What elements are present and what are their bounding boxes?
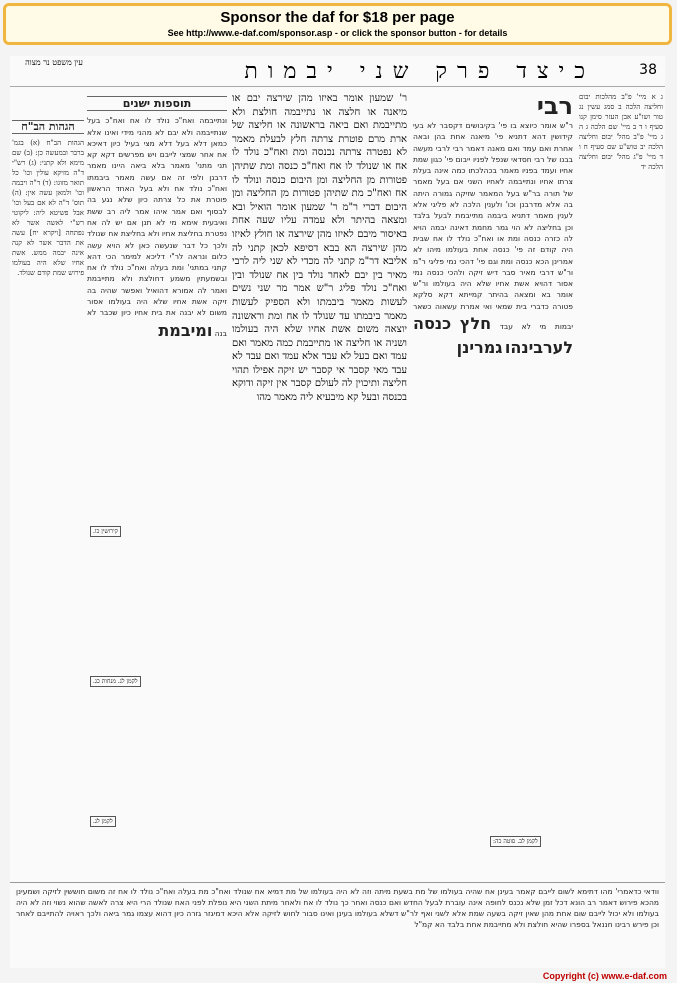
gemara-column bbox=[232, 92, 407, 812]
rashi-text: ר"ש אומר כיוצא בו פי' בקיבושים דקסבר לא בעי קידושין דהא דתניא פי' מיאנה אחת בהן ובאה אחרת ואם עמד ואם מאנה דאמר רבי לרבי מעשה בבנו של רבי חסדאי שנפל לפניו ייבום פי' כגון שמת אחיו ועמד בפניו מאמר בכהלכתו כמה אינה בעלת צרתו אחיו ונתייבמה לאחיו השני אם בעל מאמר של תורה בר"ש בעל המאמר שזיקה גמורה היתה בה אלא מדרבנן וכו' ולענין הלכה לא פליגי אלא לענין מאמר דתניא ביבמה מתייבמת לבעל בלבד וכן בחליצה לא הוי גמר מחמת דאינה יבמה הויא לה כזרה כנסה ומת או ואח"כ נולד לו אח שבית היה קודם זה פי' כנסה אחת בעולמו מיהו לא אמרינן הכא כנסה ומת וגם פי' דהכי נמי פליגי ר"מ ור"ש דרבי מאיר סבר דיש זיקה ולהכי כנסה נמי אסור דהויא אשת אחיו שלא היה בעולמו ור"ש אומר בא ומצאה בהיתר קמייתא דקא סלקא פטורה כדברי בית שמאי ואי אמרת עשאוה כשאר יבמות מי לא עבד bbox=[413, 121, 573, 332]
sponsor-banner-subtitle[interactable]: See http://www.e-daf.com/sponsor.asp - or click the sponsor button - for details bbox=[167, 28, 508, 38]
bottom-commentary bbox=[10, 882, 665, 968]
mishna-opening-word: רבי bbox=[536, 92, 573, 120]
tosafot-title: תוספות ישנים bbox=[87, 96, 227, 111]
ein-mishpat-title: עין משפט נר מצוה bbox=[25, 58, 83, 67]
tosafot-label: ומיבמת bbox=[158, 320, 213, 340]
rashi-column bbox=[413, 92, 573, 732]
reference-note: לקמן לג. מנחות כג. bbox=[90, 676, 141, 687]
running-head: כיצד פרק שני יבמות bbox=[244, 59, 595, 84]
rashi-label-4: גמרינן bbox=[456, 338, 503, 358]
rashi-label-1: חלץ bbox=[459, 314, 492, 334]
talmud-page bbox=[10, 56, 665, 968]
page-number: 38 bbox=[639, 62, 657, 78]
reference-note: לקמן לג. bbox=[90, 816, 116, 827]
sponsor-banner-title[interactable]: Sponsor the daf for $18 per page bbox=[220, 9, 455, 26]
page-header bbox=[10, 56, 665, 87]
ein-mishpat-column bbox=[579, 92, 663, 892]
sponsor-banner[interactable] bbox=[3, 3, 672, 45]
copyright-notice[interactable]: Copyright (c) www.e-daf.com bbox=[542, 971, 667, 981]
hagahot-text: הגהות הב"ח (א) בגמ' ברבר ובמעשה כן: (ב) שם מימא ולא קתני: (ג) רש"י ד"ה מזיקא עולין וכו' כל תואר מזוגו: (ד) ד"ה ויבמה וכו' ולמאן עשה אין: (ה) תוס' ד"ה לא אם בעל וכו' אבל פשיטא ליה: ליקוטי רש"י לאשה אשר לא נפתחה [ויקרא יח] עשה את הדבר אשר לא קנה אינה יבמה ממש. אשת אחיו שלא היה בעולמו פירוש שמת קודם שנולד. bbox=[12, 139, 84, 277]
ein-mishpat-text: ג א מיי' פ"ב מהלכות יבום וחליצה הלכה ב סמג עשין נג טור ושו"ע אבן העזר סימן קנו סעיף ו ד ב מיי' שם הלכה ג ה ג מיי' פ"ב מהל' יבום וחליצה הלכה יב טוש"ע שם סעיף ח ו ד מיי' פ"ג מהל' יבום וחליצה הלכה יד bbox=[579, 93, 663, 171]
rashi-label-2: כנסה bbox=[413, 314, 452, 334]
rashi-label-3: לערבינהו bbox=[504, 338, 573, 358]
reference-note: לקמן לב. סוטה כה: bbox=[490, 836, 541, 847]
reference-note: קירושין כו. bbox=[90, 526, 121, 537]
gemara-text: ר' שמעון אומר באיזו מהן שירצה יבם או מיאנה או חלצה או נתייבמה חולצת ולא מתייבמת ואם ביאה בראשונה או חליצה של ארת מרם פוטרת צרתה חלץ לבעלת מאמר לא נפטרה צרתה נכנסה ומת ואח"כ נולד לו אח או שנולד לו אח ואח"כ כנסה ומת שתיהן פטורות מן החליצה ומן היבום כנסה ונולד לו אח ואח"כ מת שתיהן פטורות מן החליצה ומן היבום דברי ר"מ ר' שמעון אומר הואיל ובא ומצאה בהיתר ולא עמדה עליו שעה אחת באיסור מיבם לאיזו מהן שירצה או חולץ לאיזו מהן שירצה הא בבא דסיפא לכאן קתני לה אליבא דר"מ קתני לה מכדי לא שני ליה לרבי מאיר בין יבם לאחר נולד בין אח שנולד ובין ואח"כ נולד פליג ר"ש אמר מר שני נשים לעשות מאמר ביבמתו ולא הספיק לעשות מאמר ביבמתו עד שנולד לו אח ומת וראשונה יוצאה משום אשת אחיו שלא היה בעולמו ושניה או חליצה או מתייבמת כמה מאמר ואם עמד ואם בעל לא עבד אלא עמד ואם עבד לא עבד מאי קסבר אי קסבר יש זיקה אפילו תהוי חליצה ותיכוין לה לעולם קסבר אין זיקה ודוקא בכנסה ובעל קא מיבעיא ליה מאמר מהו bbox=[232, 93, 407, 404]
hagahot-title: הגהות הב"ח bbox=[12, 120, 84, 134]
bottom-commentary-text: וודאי כדאמרי' מהו דתימא לשום לייבם קאמר בעינן אח שהיה בעולמו של מת בשעת מיתה וזה לא היה בעולמו של מת דמיא אח שנולד ואח"כ מת בעלה ואח"כ נולד לו אח זה משום חוששין לזיקה ושמעינן מהכא פירוש דאמר רב הונא דכל זמן שלא נכנס לחופה אינה עוברת לבעל החדש ואם כנסה ואחר כך נולד לו אח ולאחר מיתת השני היא נופלת לפני האח שנולד הרי היא צרה לאשה שהוא נשוי וזה לא היה בעולמו ולא יכול לייבם שום אחת מהן שאין זיקה בשעה שמת אלא לשני ואף לר"ש דשלא בעולמו בעינן ואינו סבור לחוש לזיקה אלא היכא דמיגזר גזרה כיון דהוא עצמו גמר ביאה ולכך ראויה להתייבם לאחר וכן פירש רבינו חננאל בספרו שהיא חולצת ולא מתייבמת אחת בלבד הא קמ"ל bbox=[16, 887, 659, 929]
tosafot-text: ונתייבמה ואח"כ נולד לו אח ואח"כ בעל שנתייבמה ולא יבם לא מהני מידי ואינו אלא כמאן דלא בעל דלא מצי בעיל כיון דאיכא אח אחר שמצי לייבם ויש מפרשים דקא קא תני מתני' מאמר בלא ביאה היינו מאמר דרבנן ולפי זה אם עשה מאמר ביבמתו ואח"כ נולד אח ולא בעל האחד הראשון פוטרת את כל צרתה כיון שלא נגע בה לבסוף ואם אמר איהו אמר ליה רב ששת ואיבעית אימא מי לא תנן אם יש לה אח נפטרת בחליצת אחיו ולא בחליצת אח שנולד ולכך כל דבר שנעשה כאן לא הויא עשה כלום ונראה לר"י דליכא למימר הכי דהא קתני במתני' ומת בעלה ואח"כ נולד לו אח ובשמעתין משמע דחולצת ולא מתייבמת ואמר לה אמורא דהואיל ואפשר שהיה בה זיקה אשת אחיו שלא היה בעולמו אסור משום לא יבנה את בית אחיו כיון שכבר לא בנה bbox=[87, 116, 227, 338]
hagahot-column bbox=[12, 116, 84, 916]
tosafot-column bbox=[87, 92, 227, 892]
